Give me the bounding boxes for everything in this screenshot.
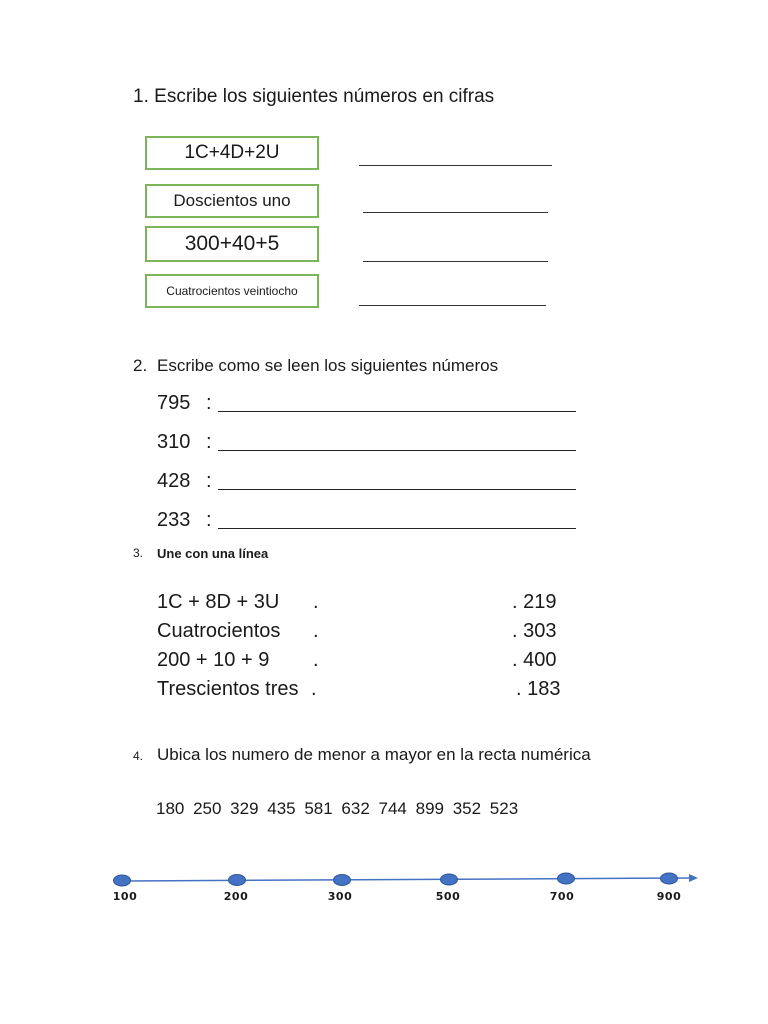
section1-box-2-label: Doscientos uno (173, 191, 291, 210)
section1-heading (133, 86, 494, 108)
section1-answer-line-3[interactable] (363, 261, 548, 262)
section3-left-dot-2[interactable]: . (313, 620, 319, 642)
section3-number: 3. (133, 546, 144, 560)
section3-left-2: Cuatrocientos (157, 620, 281, 642)
section2-title: Escribe como se leen los siguientes números (157, 356, 499, 375)
number-line-label-5: 700 (549, 890, 575, 903)
section3-right-2: . 303 (512, 620, 557, 642)
section1-box-1-label: 1C+4D+2U (184, 142, 280, 163)
section2-number-4: 233 (157, 509, 191, 531)
section1-box-1 (145, 136, 319, 170)
section1-title: Escribe los siguientes números en cifras (154, 86, 495, 107)
number-line-point-4 (441, 874, 458, 885)
section3-left-dot-3[interactable]: . (313, 649, 319, 671)
section3-title: Une con una línea (157, 546, 269, 561)
number-line-point-3 (334, 875, 351, 886)
section2-colon-3: : (206, 470, 212, 492)
section4-title: Ubica los numero de menor a mayor en la recta numérica (157, 745, 591, 764)
number-line-point-2 (229, 875, 246, 886)
section4-number: 4. (133, 749, 144, 763)
section3-left-3: 200 + 10 + 9 (157, 649, 270, 671)
section3-left-dot-4[interactable]: . (311, 678, 317, 700)
section2-number-1: 795 (157, 392, 191, 414)
number-line-label-2: 200 (223, 890, 249, 903)
section1-number: 1. (133, 86, 149, 107)
section1-box-4-label: Cuatrocientos veintiocho (166, 284, 298, 298)
number-line-point-5 (558, 873, 575, 884)
section1-answer-line-1[interactable] (359, 165, 552, 166)
section1-answer-line-2[interactable] (363, 212, 548, 213)
section3-left-1: 1C + 8D + 3U (157, 591, 280, 613)
number-line-label-4: 500 (435, 890, 461, 903)
number-line-point-6 (661, 873, 678, 884)
section1-box-3 (145, 226, 319, 262)
section3-right-4: . 183 (516, 678, 561, 700)
section3-left-4: Trescientos tres (157, 678, 299, 700)
number-line-label-6: 900 (656, 890, 682, 903)
section2-number-3: 428 (157, 470, 191, 492)
section2-colon-1: : (206, 392, 212, 414)
section2-answer-line-4[interactable] (218, 528, 576, 529)
section1-box-2 (145, 184, 319, 218)
number-line-point-1 (114, 875, 131, 886)
section1-answer-line-4[interactable] (359, 305, 546, 306)
section2-number-2: 310 (157, 431, 191, 453)
section3-right-3: . 400 (512, 649, 557, 671)
section1-box-4 (145, 274, 319, 308)
section2-colon-4: : (206, 509, 212, 531)
section2-number: 2. (133, 356, 148, 375)
number-line-label-1: 100 (112, 890, 138, 903)
section2-answer-line-2[interactable] (218, 450, 576, 451)
section1-box-3-label: 300+40+5 (184, 232, 280, 255)
section2-colon-2: : (206, 431, 212, 453)
section2-answer-line-1[interactable] (218, 411, 576, 412)
section4-number-list: 180 250 329 435 581 632 744 899 352 523 (156, 799, 519, 818)
number-line-label-3: 300 (327, 890, 353, 903)
number-line-arrow-icon (689, 874, 698, 882)
section2-answer-line-3[interactable] (218, 489, 576, 490)
section3-left-dot-1[interactable]: . (313, 591, 319, 613)
number-line-axis (120, 878, 692, 881)
section3-right-1: . 219 (512, 591, 557, 613)
